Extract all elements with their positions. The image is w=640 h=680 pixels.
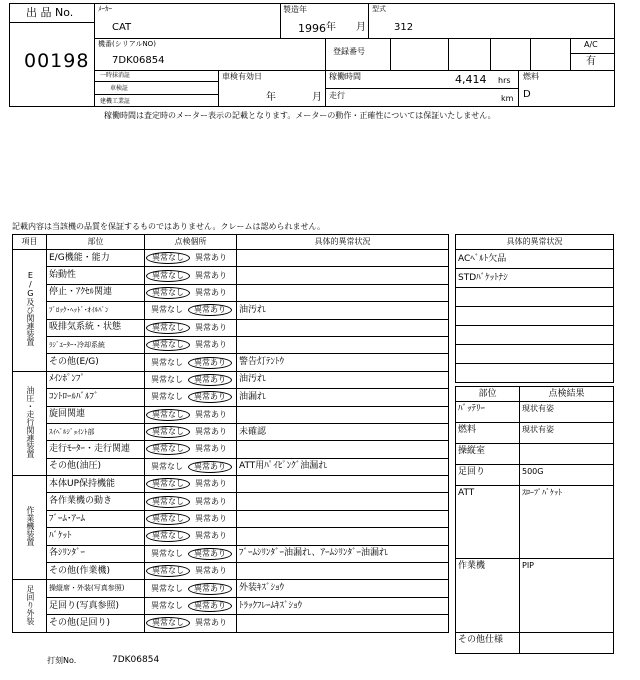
maker-value: CAT [112,22,132,33]
anomaly-item [456,288,614,307]
part-name: ｺﾝﾄﾛｰﾙﾊﾞﾙﾌﾞ [47,389,145,406]
check-options [145,493,237,510]
header-detail: 具体的異常状況 [237,235,449,250]
option-anomaly[interactable]: 異常あり [195,566,227,576]
check-options [145,563,237,580]
part-name: 本体UP保持機能 [47,476,145,493]
part-name: ﾌﾞﾛｯｸ･ﾍｯﾄﾞ･ｵｲﾙﾊﾟﾝ [47,302,145,319]
check-options [145,267,237,284]
results-part: ﾊﾞｯﾃﾘｰ [456,402,520,423]
inspection-row [13,302,449,319]
option-no-anomaly[interactable]: 異常なし [151,305,183,315]
option-anomaly[interactable]: 異常あり [195,427,227,437]
results-part: 作業機 [456,559,520,633]
option-anomaly[interactable]: 異常あり [195,287,227,297]
option-anomaly[interactable]: 異常あり [188,600,232,612]
part-name: 各ｼﾘﾝﾀﾞｰ [47,545,145,562]
option-no-anomaly[interactable]: 異常なし [146,513,190,525]
anomaly-detail: 未確認 [237,423,449,440]
option-no-anomaly[interactable]: 異常なし [146,443,190,455]
results-row [456,423,614,444]
results-value [520,633,614,654]
anomaly-detail: ATT用ﾊﾟｲﾋﾟﾝｸﾞ油漏れ [237,458,449,475]
part-name: その他(足回り) [47,615,145,632]
option-anomaly[interactable]: 異常あり [188,304,232,316]
inspection-table-header [13,235,449,250]
inspection-row [13,493,449,510]
results-value: ｽﾛｰﾌﾟﾊﾞｹｯﾄ [520,486,614,559]
category-label [13,476,47,580]
check-options [145,284,237,301]
inspection-row [13,597,449,614]
part-name: ﾌﾞｰﾑ･ｱｰﾑ [47,510,145,527]
model-label: 型式 [372,5,386,13]
part-name: ﾒｲﾝﾎﾟﾝﾌﾟ [47,371,145,388]
part-name: 足回り(写真参照) [47,597,145,614]
part-name: 操縦席・外装(写真参照) [47,580,145,597]
anomaly-item [456,364,614,383]
results-value [520,444,614,465]
option-no-anomaly[interactable]: 異常なし [146,426,190,438]
option-anomaly[interactable]: 異常あり [195,514,227,524]
part-name: その他(油圧) [47,458,145,475]
anomaly-detail [237,319,449,336]
serial-value: 7DK06854 [112,55,165,66]
anomaly-detail [237,284,449,301]
anomaly-detail: 油漏れ [237,389,449,406]
part-name: E/G機能・能力 [47,250,145,267]
header-part: 部位 [47,235,145,250]
option-anomaly[interactable]: 異常あり [195,618,227,628]
option-no-anomaly[interactable]: 異常なし [151,357,183,367]
inspection-row [13,545,449,562]
ac-value: 有 [586,56,596,67]
part-name: その他(E/G) [47,354,145,371]
inspection-year-unit: 年 [266,92,276,103]
check-options [145,354,237,371]
anomaly-header: 具体的異常状況 [456,235,614,250]
inspection-row [13,336,449,353]
check-options [145,319,237,336]
option-anomaly[interactable]: 異常あり [195,270,227,280]
anomaly-detail [237,528,449,545]
option-anomaly[interactable]: 異常あり [188,583,232,595]
option-no-anomaly[interactable]: 異常なし [146,252,190,264]
anomaly-detail [237,493,449,510]
anomaly-detail [237,510,449,527]
year-value: 1996 [298,22,326,35]
inspection-row [13,354,449,371]
option-anomaly[interactable]: 異常あり [188,374,232,386]
anomaly-item [456,326,614,345]
results-part: 燃料 [456,423,520,444]
header-check-point: 点検個所 [145,235,237,250]
check-options [145,441,237,458]
inspection-row [13,580,449,597]
inspection-row [13,441,449,458]
ac-label: A/C [584,40,598,49]
option-no-anomaly[interactable]: 異常なし [146,409,190,421]
inspection-month-unit: 月 [312,92,322,103]
option-no-anomaly[interactable]: 異常なし [146,617,190,629]
option-anomaly[interactable]: 異常あり [195,322,227,332]
check-options [145,476,237,493]
km-unit: km [501,94,514,103]
category-label-text: 油圧・走行関連装置 [25,385,35,458]
inspection-row [13,319,449,336]
year-unit-month: 月 [356,22,366,33]
category-label-text: 足回り外装 [25,584,35,625]
results-value: 現状有姿 [520,423,614,444]
category-label-text: E/G及び関連装置 [25,271,35,347]
check-options [145,597,237,614]
results-value: PIP [520,559,614,633]
fuel-label: 燃料 [523,72,539,81]
option-anomaly[interactable]: 異常あり [195,409,227,419]
check-options [145,371,237,388]
header-item: 項目 [13,235,47,250]
check-options [145,389,237,406]
part-name: 始動性 [47,267,145,284]
check-options [145,406,237,423]
hours-label: 稼働時間 [329,72,361,81]
option-anomaly[interactable]: 異常あり [195,253,227,263]
results-value: 現状有姿 [520,402,614,423]
results-row [456,633,614,654]
option-no-anomaly[interactable]: 異常なし [146,530,190,542]
check-options [145,250,237,267]
option-anomaly[interactable]: 異常あり [195,496,227,506]
stamp-value: 7DK06854 [112,655,160,665]
anomaly-detail [237,476,449,493]
anomaly-detail: 油汚れ [237,302,449,319]
check-options [145,545,237,562]
inspection-row [13,250,449,267]
maker-label: ﾒｰｶｰ [98,5,112,13]
results-row [456,444,614,465]
anomaly-item: ACﾍﾞﾙﾄ欠品 [456,250,614,269]
anomaly-detail [237,563,449,580]
anomaly-detail: 油汚れ [237,371,449,388]
option-no-anomaly[interactable]: 異常なし [151,392,183,402]
inspection-row [13,423,449,440]
serial-label: 機番(シリアルNO) [98,40,156,48]
option-anomaly[interactable]: 異常あり [195,444,227,454]
inspection-row [13,406,449,423]
check-options [145,302,237,319]
inspection-row [13,284,449,301]
option-anomaly[interactable]: 異常あり [188,391,232,403]
hours-unit: hrs [498,76,511,85]
anomaly-detail [237,250,449,267]
inspection-row [13,510,449,527]
option-anomaly[interactable]: 異常あり [195,340,227,350]
option-no-anomaly[interactable]: 異常なし [146,565,190,577]
option-anomaly[interactable]: 異常あり [188,357,232,369]
option-anomaly[interactable]: 異常あり [188,548,232,560]
results-part: ATT [456,486,520,559]
check-options [145,615,237,632]
anomaly-item [456,307,614,326]
cert-label-1: 一時抹消証 [100,72,131,79]
anomaly-item [456,345,614,364]
anomaly-detail [237,336,449,353]
part-name: 各作業機の動き [47,493,145,510]
anomaly-detail: ﾄﾗｯｸﾌﾚｰﾑｷｽﾞｼｮｳ [237,597,449,614]
stamp-label: 打刻No. [47,656,77,665]
anomaly-detail [237,406,449,423]
check-options [145,336,237,353]
check-options [145,423,237,440]
results-row [456,559,614,633]
results-header-result: 点検結果 [520,387,614,402]
part-name: その他(作業機) [47,563,145,580]
option-anomaly[interactable]: 異常あり [195,531,227,541]
inspection-row [13,389,449,406]
option-no-anomaly[interactable]: 異常なし [146,339,190,351]
check-options [145,458,237,475]
results-header-part: 部位 [456,387,520,402]
fuel-value: D [523,89,531,100]
inspection-row [13,476,449,493]
results-row [456,486,614,559]
inspection-row [13,528,449,545]
part-name: 吸排気系統・状態 [47,319,145,336]
hours-value: 4,414 [455,73,487,86]
results-part: 足回り [456,465,520,486]
anomaly-detail: 外装ｷｽﾞｼｮｳ [237,580,449,597]
anomaly-detail [237,615,449,632]
cert-label-2: 車検証 [110,85,129,92]
lot-number: 00198 [24,50,90,72]
anomaly-detail [237,267,449,284]
inspection-table [12,234,449,633]
category-label [13,371,47,475]
option-anomaly[interactable]: 異常あり [195,479,227,489]
travel-label: 走行 [329,91,345,100]
inspection-row [13,458,449,475]
category-label-text: 作業機装置 [25,506,35,547]
anomaly-detail: ﾌﾞｰﾑｼﾘﾝﾀﾞｰ油漏れ、ｱｰﾑｼﾘﾝﾀﾞｰ油漏れ [237,545,449,562]
option-no-anomaly[interactable]: 異常なし [146,287,190,299]
results-row [456,465,614,486]
part-name: 旋回関連 [47,406,145,423]
registration-label: 登録番号 [333,47,365,56]
anomaly-box [455,234,614,383]
results-table [455,386,614,654]
option-no-anomaly[interactable]: 異常なし [151,601,183,610]
option-no-anomaly[interactable]: 異常なし [146,478,190,490]
check-options [145,510,237,527]
disclaimer: 記載内容は当該機の品質を保証するものではありません。クレームは認められません。 [12,222,325,231]
cert-label-3: 建機工業証 [100,98,131,105]
option-no-anomaly[interactable]: 異常なし [151,548,183,558]
results-row [456,402,614,423]
check-options [145,528,237,545]
results-value: 500G [520,465,614,486]
part-name: ｽｲﾍﾞﾙｼﾞｮｲﾝﾄ部 [47,423,145,440]
option-no-anomaly[interactable]: 異常なし [151,374,183,384]
inspection-row [13,615,449,632]
part-name: ﾗｼﾞｴｰﾀｰ･冷却系統 [47,336,145,353]
option-no-anomaly[interactable]: 異常なし [151,583,183,593]
check-options [145,580,237,597]
inspection-date-label: 車検有効日 [222,72,262,81]
option-anomaly[interactable]: 異常あり [188,461,232,473]
results-part: 操縦室 [456,444,520,465]
lot-label: 出 品 No. [26,6,74,19]
option-no-anomaly[interactable]: 異常なし [146,496,190,508]
inspection-row [13,563,449,580]
inspection-row [13,371,449,388]
part-name: 停止・ｱｸｾﾙ関連 [47,284,145,301]
anomaly-item: STDﾊﾞｹｯﾄﾅｼ [456,269,614,288]
hours-note: 稼働時間は査定時のメーター表示の記載となります。メーターの動作・正確性については保証いたしません。 [104,111,496,120]
option-no-anomaly[interactable]: 異常なし [146,270,190,282]
category-label [13,580,47,632]
option-no-anomaly[interactable]: 異常なし [151,461,183,471]
model-value: 312 [394,22,414,33]
anomaly-detail: 警告灯ﾃﾝﾄｳ [237,354,449,371]
category-label [13,250,47,372]
year-unit-year: 年 [326,22,336,33]
part-name: ﾊﾞｹｯﾄ [47,528,145,545]
year-label: 製造年 [283,5,307,14]
option-no-anomaly[interactable]: 異常なし [146,322,190,334]
results-part: その他仕様 [456,633,520,654]
anomaly-detail [237,441,449,458]
inspection-row [13,267,449,284]
part-name: 走行ﾓｰﾀｰ・走行関連 [47,441,145,458]
